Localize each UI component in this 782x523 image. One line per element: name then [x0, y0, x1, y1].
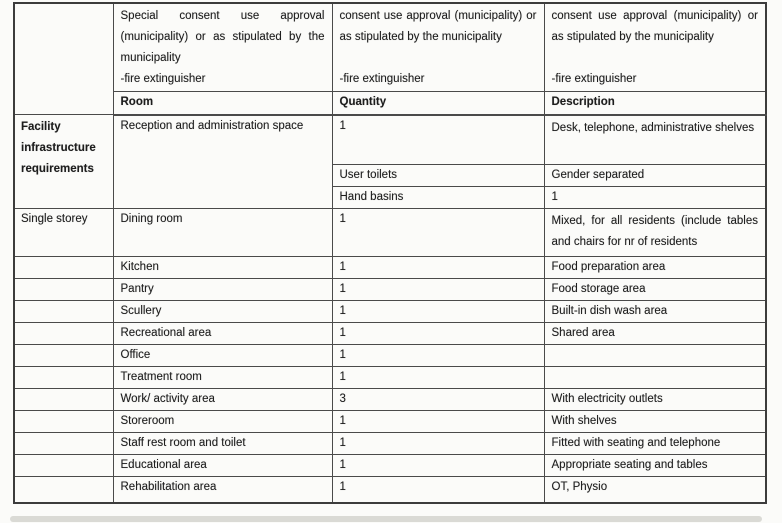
cell-facility-room: Reception and administration space [113, 115, 332, 209]
table-row-office [14, 345, 766, 367]
cell-facility-quantity: 1 [332, 115, 544, 165]
cell-hand-basins-quantity: Hand basins [332, 187, 544, 209]
cell-staff-label [14, 433, 113, 455]
cell-educational-quantity: 1 [332, 455, 544, 477]
cell-office-quantity: 1 [332, 345, 544, 367]
table-header-row [14, 92, 766, 115]
continuation-quantity-text: consent use approval (municipality) or as stipulated by the municipality [339, 10, 537, 43]
table-row-work-activity [14, 389, 766, 411]
cell-user-toilets-quantity: User toilets [332, 165, 544, 187]
cell-recreational-quantity: 1 [332, 323, 544, 345]
cell-recreational-description: Shared area [544, 323, 766, 345]
table-row-staff-rest [14, 433, 766, 455]
cell-work-description: With electricity outlets [544, 389, 766, 411]
facility-requirements-table [13, 2, 767, 504]
cell-rehabilitation-quantity: 1 [332, 477, 544, 503]
cell-staff-description: Fitted with seating and telephone [544, 433, 766, 455]
table-row-recreational [14, 323, 766, 345]
continuation-room-item: -fire extinguisher [120, 73, 206, 85]
cell-recreational-label [14, 323, 113, 345]
table-row-educational [14, 455, 766, 477]
cell-dining-room: Dining room [113, 209, 332, 257]
cell-treatment-label [14, 367, 113, 389]
cell-kitchen-quantity: 1 [332, 257, 544, 279]
cell-work-room: Work/ activity area [113, 389, 332, 411]
table-row-kitchen [14, 257, 766, 279]
cell-treatment-description [544, 367, 766, 389]
cell-pantry-label [14, 279, 113, 301]
table-row-reception [14, 115, 766, 165]
cell-educational-label [14, 455, 113, 477]
cell-scullery-description: Built-in dish wash area [544, 301, 766, 323]
cell-continuation-blank [14, 3, 113, 115]
cell-treatment-quantity: 1 [332, 367, 544, 389]
continuation-room-text: Special consent use approval (municipality) or as stipulated by the municipality [120, 10, 325, 64]
cell-facility-label: Facility infrastructure requirements [14, 115, 113, 209]
cell-scullery-label [14, 301, 113, 323]
cell-storeroom-room: Storeroom [113, 411, 332, 433]
table-row-scullery [14, 301, 766, 323]
cell-continuation-description [544, 3, 766, 92]
cell-pantry-quantity: 1 [332, 279, 544, 301]
cell-facility-description: Desk, telephone, administrative shelves [544, 115, 766, 165]
table-row-treatment [14, 367, 766, 389]
cell-user-toilets-description: Gender separated [544, 165, 766, 187]
cell-continuation-quantity [332, 3, 544, 92]
cell-pantry-room: Pantry [113, 279, 332, 301]
cell-rehabilitation-label [14, 477, 113, 503]
cell-storeroom-label [14, 411, 113, 433]
header-room: Room [113, 92, 332, 115]
table-row-pantry [14, 279, 766, 301]
table-row-rehabilitation [14, 477, 766, 503]
cell-office-label [14, 345, 113, 367]
cell-staff-quantity: 1 [332, 433, 544, 455]
cell-work-label [14, 389, 113, 411]
continuation-quantity-item: -fire extinguisher [339, 73, 425, 85]
cell-staff-room: Staff rest room and toilet [113, 433, 332, 455]
continuation-description-text: consent use approval (municipality) or as stipulated by the municipality [551, 10, 758, 43]
header-description: Description [544, 92, 766, 115]
cell-rehabilitation-room: Rehabilitation area [113, 477, 332, 503]
cell-kitchen-label [14, 257, 113, 279]
page-edge-shadow [10, 516, 762, 522]
table-row-dining [14, 209, 766, 257]
cell-storeroom-description: With shelves [544, 411, 766, 433]
continuation-description-item: -fire extinguisher [551, 73, 637, 85]
cell-kitchen-description: Food preparation area [544, 257, 766, 279]
cell-rehabilitation-description: OT, Physio [544, 477, 766, 503]
cell-single-storey-label: Single storey [14, 209, 113, 257]
cell-hand-basins-description: 1 [544, 187, 766, 209]
cell-storeroom-quantity: 1 [332, 411, 544, 433]
cell-pantry-description: Food storage area [544, 279, 766, 301]
cell-office-description [544, 345, 766, 367]
cell-recreational-room: Recreational area [113, 323, 332, 345]
cell-office-room: Office [113, 345, 332, 367]
cell-treatment-room: Treatment room [113, 367, 332, 389]
cell-kitchen-room: Kitchen [113, 257, 332, 279]
cell-work-quantity: 3 [332, 389, 544, 411]
cell-educational-description: Appropriate seating and tables [544, 455, 766, 477]
cell-continuation-room [113, 3, 332, 92]
cell-scullery-quantity: 1 [332, 301, 544, 323]
cell-dining-description: Mixed, for all residents (include tables and chairs for nr of residents [544, 209, 766, 257]
table-row-storeroom [14, 411, 766, 433]
cell-scullery-room: Scullery [113, 301, 332, 323]
cell-dining-quantity: 1 [332, 209, 544, 257]
table-row-continuation [14, 3, 766, 92]
cell-educational-room: Educational area [113, 455, 332, 477]
header-quantity: Quantity [332, 92, 544, 115]
